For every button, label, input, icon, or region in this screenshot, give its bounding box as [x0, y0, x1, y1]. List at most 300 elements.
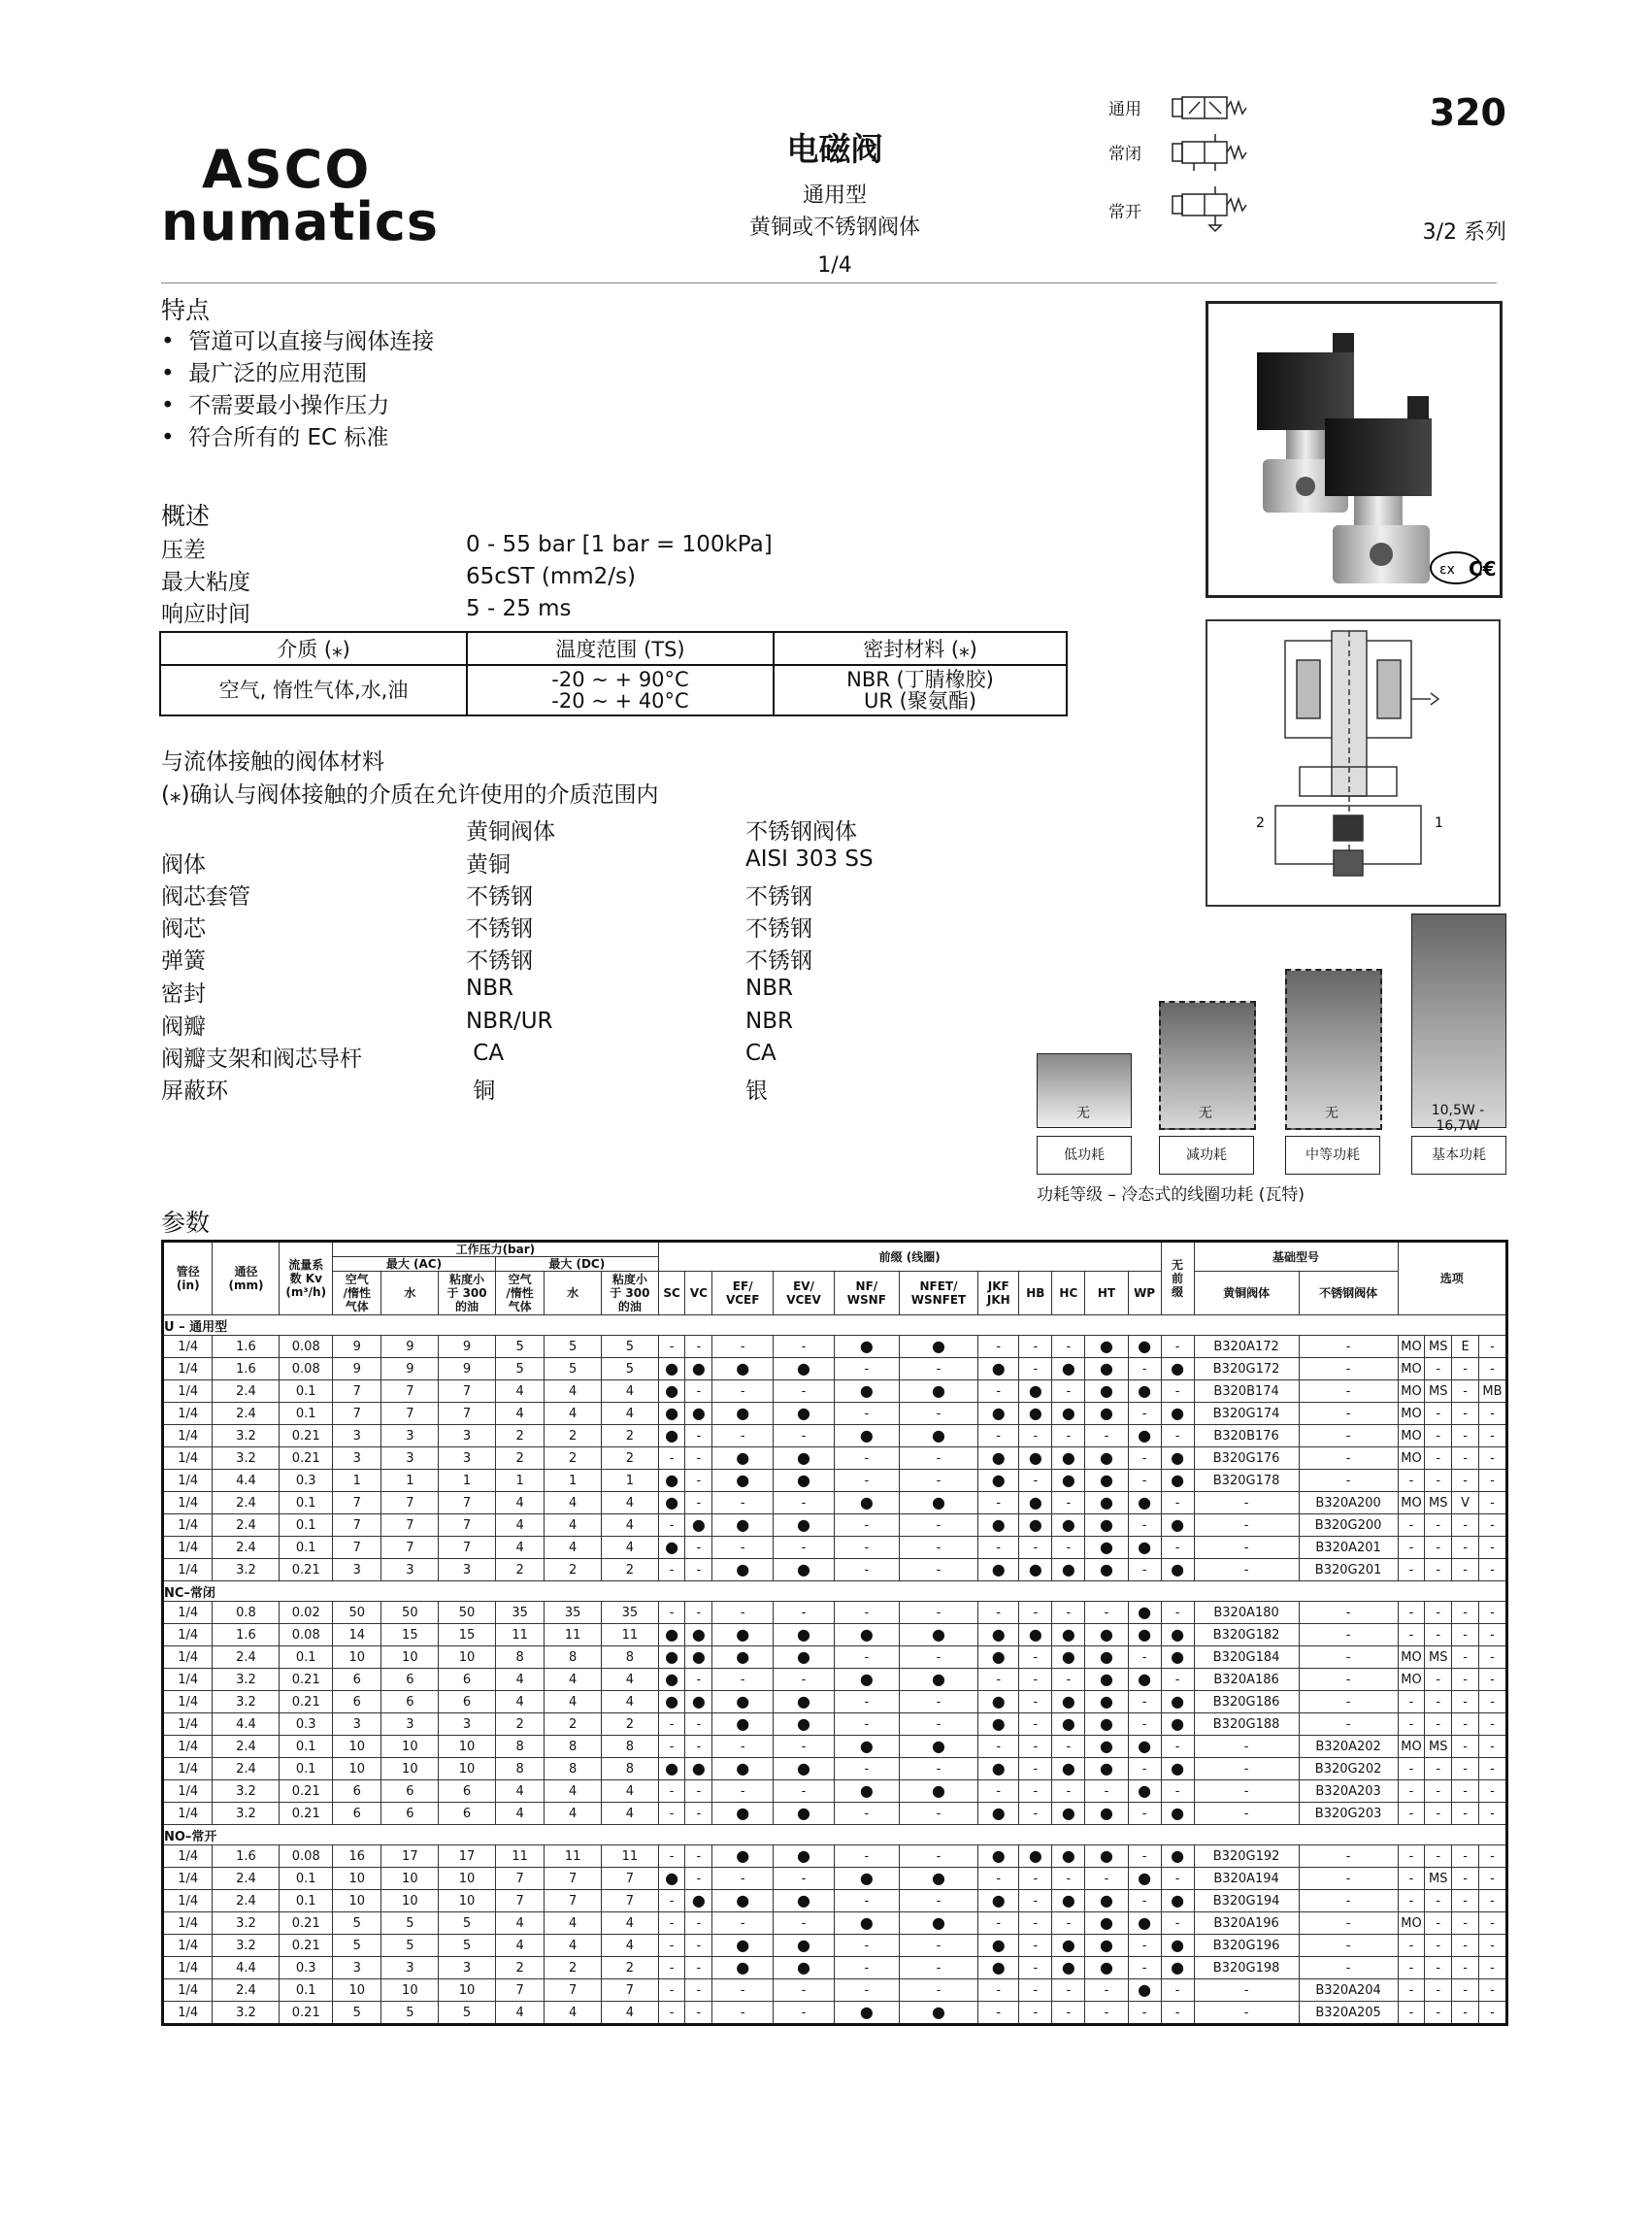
- table-cell: 10: [381, 1890, 439, 1912]
- table-cell: -: [1128, 1691, 1161, 1713]
- table-cell: ●: [685, 1890, 712, 1912]
- table-cell: 4: [602, 1780, 659, 1803]
- table-cell: 4: [545, 2002, 602, 2025]
- table-cell: -: [834, 1447, 899, 1470]
- table-cell: ●: [1019, 1492, 1052, 1514]
- table-row: [163, 1845, 1507, 1868]
- table-cell: ●: [658, 1403, 685, 1425]
- power-value: 无: [1076, 1106, 1090, 1121]
- table-cell: -: [1161, 1912, 1194, 1935]
- table-cell: -: [685, 1380, 712, 1403]
- table-cell: ●: [899, 1669, 977, 1691]
- col-medium: 水: [381, 1272, 439, 1315]
- table-cell: 4: [602, 1380, 659, 1403]
- table-cell: ●: [1161, 1470, 1194, 1492]
- table-cell: -: [712, 1736, 774, 1758]
- table-cell: ●: [1161, 1559, 1194, 1581]
- table-cell: 5: [333, 1912, 381, 1935]
- col-orifice: 通径 (mm): [213, 1242, 280, 1315]
- materials-col-ss: 不锈钢阀体: [745, 819, 857, 845]
- table-cell: B320G192: [1194, 1845, 1299, 1868]
- table-cell: ●: [899, 1736, 977, 1758]
- table-cell: ●: [1085, 1912, 1128, 1935]
- table-cell: -: [685, 1559, 712, 1581]
- table-cell: 3.2: [213, 2002, 280, 2025]
- table-cell: 5: [439, 1912, 496, 1935]
- table-cell: 3: [381, 1425, 439, 1447]
- table-cell: 7: [439, 1492, 496, 1514]
- col-pilot: 前缀 (线圈): [658, 1242, 1161, 1272]
- table-cell: MS: [1425, 1380, 1452, 1403]
- table-cell: ●: [834, 1736, 899, 1758]
- table-cell: -: [1452, 1935, 1479, 1957]
- table-cell: -: [685, 1669, 712, 1691]
- seal-cell: NBR (丁腈橡胶) UR (聚氨酯): [774, 665, 1067, 715]
- table-cell: -: [685, 1425, 712, 1447]
- col-header-temp: 温度范围 (TS): [467, 632, 774, 665]
- table-cell: ●: [978, 1957, 1019, 1979]
- table-cell: -: [978, 1336, 1019, 1358]
- table-row: [163, 1403, 1507, 1425]
- table-cell: ●: [658, 1470, 685, 1492]
- table-cell: ●: [774, 1470, 835, 1492]
- table-cell: ●: [658, 1425, 685, 1447]
- table-cell: -: [1194, 1559, 1299, 1581]
- table-cell: MB: [1478, 1380, 1506, 1403]
- table-cell: -: [1425, 1691, 1452, 1713]
- table-cell: B320G186: [1194, 1691, 1299, 1713]
- table-cell: -: [1478, 1979, 1506, 2002]
- table-cell: -: [1478, 1646, 1506, 1669]
- table-cell: -: [1452, 1736, 1479, 1758]
- table-cell: 2.4: [213, 1890, 280, 1912]
- table-cell: 7: [602, 1890, 659, 1912]
- table-cell: -: [1452, 1890, 1479, 1912]
- table-row: [163, 1979, 1507, 2002]
- table-cell: MO: [1398, 1447, 1425, 1470]
- table-cell: -: [1019, 1537, 1052, 1559]
- table-cell: ●: [1052, 1845, 1085, 1868]
- table-cell: 6: [381, 1691, 439, 1713]
- table-cell: -: [1398, 1957, 1425, 1979]
- table-cell: 4: [495, 1380, 544, 1403]
- col-coil: HT: [1085, 1272, 1128, 1315]
- table-cell: B320G182: [1194, 1624, 1299, 1646]
- table-cell: -: [1398, 1537, 1425, 1559]
- table-cell: -: [1161, 1537, 1194, 1559]
- table-cell: ●: [1085, 1537, 1128, 1559]
- materials-col-brass: 黄铜阀体: [466, 819, 555, 845]
- table-cell: -: [1128, 1845, 1161, 1868]
- table-cell: -: [1478, 1736, 1506, 1758]
- table-cell: -: [685, 1957, 712, 1979]
- table-cell: 3.2: [213, 1780, 280, 1803]
- table-cell: -: [658, 1803, 685, 1825]
- table-cell: -: [1425, 1447, 1452, 1470]
- table-cell: -: [978, 1425, 1019, 1447]
- section-row: [163, 1581, 1507, 1602]
- table-cell: 2: [545, 1957, 602, 1979]
- table-cell: -: [899, 1514, 977, 1537]
- table-cell: -: [1194, 1780, 1299, 1803]
- table-cell: B320G176: [1194, 1447, 1299, 1470]
- table-cell: 11: [545, 1624, 602, 1646]
- table-cell: -: [1398, 1624, 1425, 1646]
- table-cell: -: [1161, 1380, 1194, 1403]
- table-cell: -: [1085, 1425, 1128, 1447]
- table-cell: -: [685, 1979, 712, 2002]
- table-cell: 2.4: [213, 1736, 280, 1758]
- col-medium: 水: [545, 1272, 602, 1315]
- table-cell: -: [1019, 1780, 1052, 1803]
- table-cell: -: [834, 1845, 899, 1868]
- table-cell: -: [1052, 1868, 1085, 1890]
- table-cell: -: [1478, 1336, 1506, 1358]
- table-cell: ●: [899, 1868, 977, 1890]
- table-cell: -: [1299, 1669, 1398, 1691]
- table-cell: -: [774, 2002, 835, 2025]
- table-cell: 1/4: [163, 1979, 213, 2002]
- table-cell: 5: [439, 1935, 496, 1957]
- table-cell: 0.1: [280, 1890, 333, 1912]
- table-row: [163, 1380, 1507, 1403]
- table-cell: 0.21: [280, 1447, 333, 1470]
- table-cell: ●: [978, 1646, 1019, 1669]
- table-cell: 10: [381, 1736, 439, 1758]
- table-cell: -: [1425, 1358, 1452, 1380]
- table-cell: 2: [495, 1957, 544, 1979]
- table-row: [163, 2002, 1507, 2025]
- table-cell: -: [1452, 1780, 1479, 1803]
- power-level-name: 基本功耗: [1411, 1136, 1506, 1175]
- table-cell: 1/4: [163, 1758, 213, 1780]
- overview-key: 压差: [161, 538, 206, 563]
- table-cell: -: [1019, 1736, 1052, 1758]
- table-cell: -: [1452, 1758, 1479, 1780]
- table-cell: ●: [1085, 1669, 1128, 1691]
- table-cell: -: [1452, 1470, 1479, 1492]
- valve-cross-section-icon: [1207, 621, 1499, 905]
- table-cell: -: [1052, 1979, 1085, 2002]
- table-cell: 3.2: [213, 1803, 280, 1825]
- table-cell: ●: [1085, 1803, 1128, 1825]
- table-cell: -: [899, 1713, 977, 1736]
- table-cell: 1: [602, 1470, 659, 1492]
- table-cell: -: [774, 1492, 835, 1514]
- brand-line2: numatics: [161, 191, 440, 252]
- table-cell: -: [1425, 1537, 1452, 1559]
- table-cell: -: [712, 2002, 774, 2025]
- section-title: NC–常闭: [163, 1581, 1507, 1602]
- table-cell: -: [1019, 1646, 1052, 1669]
- table-cell: -: [774, 1669, 835, 1691]
- table-cell: B320A204: [1299, 1979, 1398, 2002]
- table-cell: -: [899, 1957, 977, 1979]
- table-cell: -: [1019, 2002, 1052, 2025]
- table-row: [163, 1912, 1507, 1935]
- table-cell: ●: [1161, 1957, 1194, 1979]
- table-cell: -: [834, 1470, 899, 1492]
- table-cell: -: [685, 1736, 712, 1758]
- table-cell: -: [1194, 1979, 1299, 2002]
- table-cell: 50: [333, 1602, 381, 1624]
- table-cell: 0.08: [280, 1624, 333, 1646]
- table-cell: ●: [899, 1492, 977, 1514]
- table-cell: -: [1398, 1979, 1425, 2002]
- table-cell: -: [978, 1780, 1019, 1803]
- table-cell: -: [1052, 1736, 1085, 1758]
- table-cell: -: [658, 1957, 685, 1979]
- table-cell: ●: [774, 1447, 835, 1470]
- table-cell: 3.2: [213, 1447, 280, 1470]
- table-cell: -: [1478, 1602, 1506, 1624]
- table-cell: -: [685, 1935, 712, 1957]
- table-cell: ●: [712, 1358, 774, 1380]
- table-cell: ●: [774, 1559, 835, 1581]
- table-cell: ●: [658, 1624, 685, 1646]
- table-cell: B320A205: [1299, 2002, 1398, 2025]
- table-cell: MO: [1398, 1425, 1425, 1447]
- table-cell: 2: [495, 1447, 544, 1470]
- table-cell: ●: [834, 2002, 899, 2025]
- table-cell: -: [1478, 1957, 1506, 1979]
- table-cell: ●: [658, 1646, 685, 1669]
- table-cell: 35: [545, 1602, 602, 1624]
- table-cell: 3: [381, 1447, 439, 1470]
- table-cell: -: [1478, 1669, 1506, 1691]
- table-cell: 1.6: [213, 1845, 280, 1868]
- table-cell: -: [1128, 1470, 1161, 1492]
- table-cell: ●: [774, 1403, 835, 1425]
- table-cell: -: [685, 1868, 712, 1890]
- table-cell: MO: [1398, 1336, 1425, 1358]
- table-cell: -: [1425, 1957, 1452, 1979]
- table-cell: -: [1019, 1912, 1052, 1935]
- table-cell: -: [1425, 1624, 1452, 1646]
- table-cell: 2: [545, 1447, 602, 1470]
- table-cell: -: [1299, 1868, 1398, 1890]
- table-cell: -: [1161, 1736, 1194, 1758]
- table-cell: -: [1128, 1758, 1161, 1780]
- table-cell: ●: [712, 1713, 774, 1736]
- table-cell: -: [774, 1380, 835, 1403]
- table-cell: 3: [439, 1425, 496, 1447]
- table-cell: -: [712, 1537, 774, 1559]
- table-cell: -: [899, 1803, 977, 1825]
- table-cell: 7: [439, 1380, 496, 1403]
- table-cell: 7: [381, 1403, 439, 1425]
- table-cell: -: [1085, 2002, 1128, 2025]
- table-cell: -: [834, 1935, 899, 1957]
- table-cell: 7: [495, 1890, 544, 1912]
- col-coil: SC: [658, 1272, 685, 1315]
- table-row: [163, 1890, 1507, 1912]
- table-cell: 0.1: [280, 1514, 333, 1537]
- table-cell: -: [658, 1780, 685, 1803]
- table-cell: E: [1452, 1336, 1479, 1358]
- table-cell: 1/4: [163, 1447, 213, 1470]
- table-cell: ●: [712, 1559, 774, 1581]
- table-cell: ●: [978, 1691, 1019, 1713]
- table-cell: 1/4: [163, 1691, 213, 1713]
- table-cell: -: [1052, 1602, 1085, 1624]
- table-cell: B320A172: [1194, 1336, 1299, 1358]
- table-cell: -: [658, 1845, 685, 1868]
- table-cell: -: [685, 1492, 712, 1514]
- table-cell: ●: [1161, 1624, 1194, 1646]
- page-title: 电磁阀: [786, 130, 883, 168]
- table-cell: MS: [1425, 1492, 1452, 1514]
- table-cell: -: [685, 1447, 712, 1470]
- table-cell: 1/4: [163, 1713, 213, 1736]
- table-cell: -: [1478, 1358, 1506, 1380]
- col-options: 选项: [1398, 1242, 1506, 1315]
- col-coil: VC: [685, 1272, 712, 1315]
- table-cell: ●: [774, 1845, 835, 1868]
- table-cell: 10: [333, 1736, 381, 1758]
- table-cell: -: [899, 1470, 977, 1492]
- table-cell: 11: [545, 1845, 602, 1868]
- table-cell: 5: [495, 1358, 544, 1380]
- table-cell: 1/4: [163, 1336, 213, 1358]
- table-cell: MS: [1425, 1736, 1452, 1758]
- col-brass: 黄铜阀体: [1194, 1272, 1299, 1315]
- size-label: 1/4: [817, 253, 852, 278]
- section-title: NO–常开: [163, 1825, 1507, 1845]
- table-row: [163, 1358, 1507, 1380]
- table-cell: 5: [381, 1912, 439, 1935]
- table-row: [163, 1559, 1507, 1581]
- table-cell: -: [1425, 1669, 1452, 1691]
- table-cell: -: [1019, 1470, 1052, 1492]
- table-cell: -: [1019, 1979, 1052, 2002]
- table-cell: B320A196: [1194, 1912, 1299, 1935]
- table-cell: -: [712, 1425, 774, 1447]
- table-cell: 8: [495, 1646, 544, 1669]
- table-cell: -: [834, 1559, 899, 1581]
- overview-value: 65cST (mm2/s): [466, 564, 636, 589]
- table-cell: MS: [1425, 1336, 1452, 1358]
- table-cell: 5: [602, 1358, 659, 1380]
- table-cell: 4: [545, 1691, 602, 1713]
- table-row: [163, 1669, 1507, 1691]
- product-photo: [1206, 301, 1503, 598]
- table-cell: 4: [495, 1492, 544, 1514]
- table-cell: 1/4: [163, 1358, 213, 1380]
- table-cell: -: [1425, 1935, 1452, 1957]
- table-cell: 1/4: [163, 1646, 213, 1669]
- table-cell: 7: [333, 1537, 381, 1559]
- table-cell: -: [1299, 1447, 1398, 1470]
- table-cell: 7: [381, 1537, 439, 1559]
- table-cell: -: [1161, 2002, 1194, 2025]
- table-cell: 4: [545, 1492, 602, 1514]
- table-cell: 1: [381, 1470, 439, 1492]
- table-cell: B320A194: [1194, 1868, 1299, 1890]
- svg-text:2: 2: [1256, 815, 1265, 831]
- body-material: 黄铜或不锈钢阀体: [748, 216, 920, 240]
- table-cell: -: [1452, 1403, 1479, 1425]
- table-cell: -: [1452, 1868, 1479, 1890]
- table-cell: 50: [439, 1602, 496, 1624]
- property-table: [159, 631, 1068, 716]
- table-cell: 6: [381, 1780, 439, 1803]
- table-cell: -: [712, 1336, 774, 1358]
- table-cell: -: [1398, 1514, 1425, 1537]
- table-cell: -: [712, 1780, 774, 1803]
- table-cell: -: [1398, 1691, 1425, 1713]
- table-cell: ●: [1161, 1803, 1194, 1825]
- table-cell: -: [1452, 1845, 1479, 1868]
- feature-item: • 最广泛的应用范围: [161, 361, 368, 386]
- table-cell: 7: [381, 1514, 439, 1537]
- table-cell: 6: [439, 1691, 496, 1713]
- table-cell: -: [899, 1979, 977, 2002]
- col-medium: 空气 /惰性 气体: [495, 1272, 544, 1315]
- table-cell: MO: [1398, 1669, 1425, 1691]
- table-cell: -: [1052, 2002, 1085, 2025]
- table-cell: 5: [545, 1336, 602, 1358]
- feature-item: • 不需要最小操作压力: [161, 393, 390, 418]
- table-cell: 3: [381, 1713, 439, 1736]
- features-heading: 特点: [161, 296, 211, 324]
- table-cell: 0.1: [280, 1403, 333, 1425]
- table-cell: -: [1452, 1447, 1479, 1470]
- table-cell: 2.4: [213, 1646, 280, 1669]
- table-cell: ●: [712, 1758, 774, 1780]
- table-cell: 4: [545, 1780, 602, 1803]
- table-cell: 3.2: [213, 1559, 280, 1581]
- table-cell: ●: [1128, 1336, 1161, 1358]
- table-cell: -: [1452, 1912, 1479, 1935]
- table-cell: -: [712, 1912, 774, 1935]
- table-cell: 10: [333, 1890, 381, 1912]
- table-cell: -: [1452, 2002, 1479, 2025]
- table-cell: ●: [1085, 1336, 1128, 1358]
- table-cell: ●: [978, 1935, 1019, 1957]
- table-cell: ●: [774, 1803, 835, 1825]
- table-cell: -: [978, 2002, 1019, 2025]
- table-cell: -: [1425, 1780, 1452, 1803]
- table-cell: 2: [602, 1957, 659, 1979]
- table-cell: -: [899, 1845, 977, 1868]
- table-cell: -: [685, 1713, 712, 1736]
- table-cell: ●: [712, 1514, 774, 1537]
- table-cell: 5: [381, 1935, 439, 1957]
- table-cell: -: [1478, 1803, 1506, 1825]
- table-cell: B320G178: [1194, 1470, 1299, 1492]
- table-cell: 2: [602, 1559, 659, 1581]
- table-cell: B320G198: [1194, 1957, 1299, 1979]
- table-cell: ●: [1085, 1470, 1128, 1492]
- table-cell: -: [1128, 2002, 1161, 2025]
- table-cell: 0.1: [280, 1646, 333, 1669]
- table-cell: 1/4: [163, 1624, 213, 1646]
- table-cell: -: [1452, 1646, 1479, 1669]
- table-cell: -: [834, 1358, 899, 1380]
- table-cell: ●: [1019, 1559, 1052, 1581]
- power-level-name: 中等功耗: [1285, 1136, 1380, 1175]
- table-cell: 0.21: [280, 1780, 333, 1803]
- table-cell: 4: [495, 1780, 544, 1803]
- table-cell: 1/4: [163, 1935, 213, 1957]
- table-cell: ●: [712, 1890, 774, 1912]
- table-cell: -: [1299, 1624, 1398, 1646]
- table-cell: 14: [333, 1624, 381, 1646]
- table-cell: ●: [1052, 1803, 1085, 1825]
- table-cell: -: [1128, 1713, 1161, 1736]
- table-cell: -: [1299, 1358, 1398, 1380]
